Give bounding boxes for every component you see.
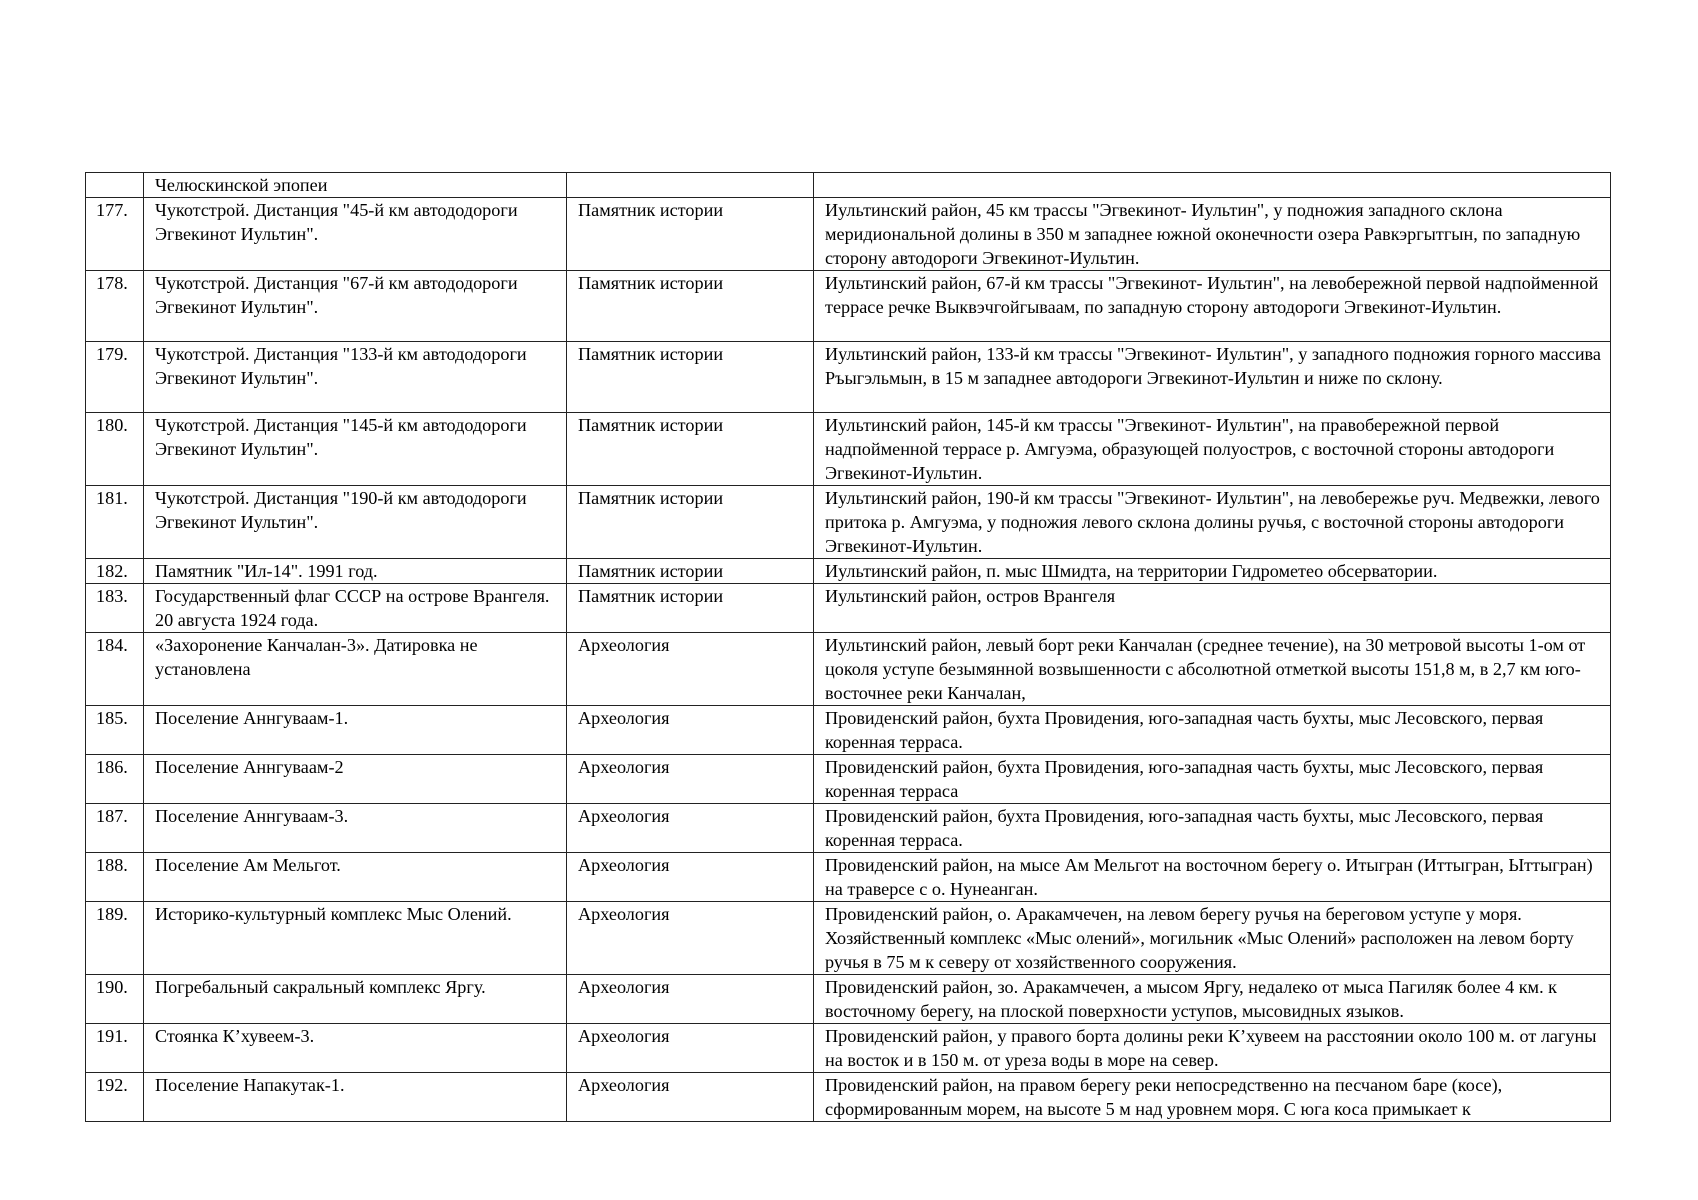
location-cell: Провиденский район, бухта Провидения, юго-западная часть бухты, мыс Лесовского, первая коренная терраса xyxy=(814,755,1611,804)
table-row xyxy=(86,271,1611,342)
table-row xyxy=(86,559,1611,584)
location-cell: Иультинский район, п. мыс Шмидта, на территории Гидрометео обсерватории. xyxy=(814,559,1611,584)
table-body xyxy=(86,173,1611,1122)
row-number-cell: 179. xyxy=(86,342,144,413)
object-name-cell: Чукотстрой. Дистанция "45-й км автододороги Эгвекинот Иультин". xyxy=(144,198,567,271)
object-name-cell: Поселение Аннгуваам-3. xyxy=(144,804,567,853)
row-number-cell: 186. xyxy=(86,755,144,804)
table-row xyxy=(86,584,1611,633)
object-name-cell: «Захоронение Канчалан-3». Датировка не установлена xyxy=(144,633,567,706)
document-page xyxy=(85,172,1610,1122)
location-cell: Иультинский район, 45 км трассы "Эгвекинот- Иультин", у подножия западного склона меридиональной долины в 350 м западнее южной оконечности озера Равкэргытгын, по западную сторону автодороги Эгвекинот-Иультин. xyxy=(814,198,1611,271)
table-row xyxy=(86,804,1611,853)
table-row xyxy=(86,853,1611,902)
category-cell: Археология xyxy=(567,975,814,1024)
table-row xyxy=(86,633,1611,706)
row-number-cell: 185. xyxy=(86,706,144,755)
row-number-cell: 189. xyxy=(86,902,144,975)
row-number-cell: 184. xyxy=(86,633,144,706)
row-number-cell: 183. xyxy=(86,584,144,633)
location-cell: Иультинский район, остров Врангеля xyxy=(814,584,1611,633)
table-row xyxy=(86,755,1611,804)
category-cell: Археология xyxy=(567,902,814,975)
location-cell: Иультинский район, 145-й км трассы "Эгвекинот- Иультин", на правобережной первой надпойменной террасе р. Амгуэма, образующей полуостров, с восточной стороны автодороги Эгвекинот-Иультин. xyxy=(814,413,1611,486)
object-name-cell: Челюскинской эпопеи xyxy=(144,173,567,198)
row-number-cell: 180. xyxy=(86,413,144,486)
category-cell: Археология xyxy=(567,706,814,755)
table-row xyxy=(86,902,1611,975)
object-name-cell: Памятник "Ил-14". 1991 год. xyxy=(144,559,567,584)
row-number-cell: 178. xyxy=(86,271,144,342)
object-name-cell: Поселение Аннгуваам-1. xyxy=(144,706,567,755)
location-cell: Провиденский район, на правом берегу реки непосредственно на песчаном баре (косе), сформированным морем, на высоте 5 м над уровнем моря. С юга коса примыкает к xyxy=(814,1073,1611,1122)
object-name-cell: Поселение Аннгуваам-2 xyxy=(144,755,567,804)
category-cell: Археология xyxy=(567,853,814,902)
category-cell: Археология xyxy=(567,1073,814,1122)
category-cell: Памятник истории xyxy=(567,342,814,413)
row-number-cell: 191. xyxy=(86,1024,144,1073)
location-cell xyxy=(814,173,1611,198)
monuments-table xyxy=(85,172,1611,1122)
location-cell: Иультинский район, 190-й км трассы "Эгвекинот- Иультин", на левобережье руч. Медвежки, левого притока р. Амгуэма, у подножия левого склона долины ручья, с восточной стороны автодороги Эгвекинот-Иультин. xyxy=(814,486,1611,559)
table-row xyxy=(86,975,1611,1024)
table-row-continuation xyxy=(86,173,1611,198)
object-name-cell: Историко-культурный комплекс Мыс Олений. xyxy=(144,902,567,975)
object-name-cell: Стоянка К’хувеем-3. xyxy=(144,1024,567,1073)
location-cell: Иультинский район, 67-й км трассы "Эгвекинот- Иультин", на левобережной первой надпойменной террасе речке Выквэчгойгываам, по западную сторону автодороги Эгвекинот-Иультин. xyxy=(814,271,1611,342)
category-cell: Памятник истории xyxy=(567,271,814,342)
category-cell: Памятник истории xyxy=(567,198,814,271)
object-name-cell: Чукотстрой. Дистанция "145-й км автододороги Эгвекинот Иультин". xyxy=(144,413,567,486)
location-cell: Иультинский район, 133-й км трассы "Эгвекинот- Иультин", у западного подножия горного массива Ръыгэльмын, в 15 м западнее автодороги Эгвекинот-Иультин и ниже по склону. xyxy=(814,342,1611,413)
table-row xyxy=(86,1073,1611,1122)
location-cell: Провиденский район, зо. Аракамчечен, а мысом Яргу, недалеко от мыса Пагиляк более 4 км. к восточному берегу, на плоской поверхности уступов, мысовидных языков. xyxy=(814,975,1611,1024)
category-cell: Археология xyxy=(567,1024,814,1073)
category-cell: Археология xyxy=(567,633,814,706)
row-number-cell: 177. xyxy=(86,198,144,271)
row-number-cell: 181. xyxy=(86,486,144,559)
category-cell: Памятник истории xyxy=(567,559,814,584)
location-cell: Иультинский район, левый борт реки Канчалан (среднее течение), на 30 метровой высоты 1-ом от цоколя уступе безымянной возвышенности с абсолютной отметкой высоты 151,8 м, в 2,7 км юго-восточнее реки Канчалан, xyxy=(814,633,1611,706)
row-number-cell: 188. xyxy=(86,853,144,902)
table-row xyxy=(86,413,1611,486)
location-cell: Провиденский район, бухта Провидения, юго-западная часть бухты, мыс Лесовского, первая коренная терраса. xyxy=(814,706,1611,755)
location-cell: Провиденский район, бухта Провидения, юго-западная часть бухты, мыс Лесовского, первая коренная терраса. xyxy=(814,804,1611,853)
table-row xyxy=(86,342,1611,413)
location-cell: Провиденский район, на мысе Ам Мельгот на восточном берегу о. Итыгран (Иттыгран, Ыттыгран) на траверсе с о. Нунеанган. xyxy=(814,853,1611,902)
table-row xyxy=(86,1024,1611,1073)
row-number-cell xyxy=(86,173,144,198)
row-number-cell: 182. xyxy=(86,559,144,584)
object-name-cell: Поселение Напакутак-1. xyxy=(144,1073,567,1122)
category-cell: Памятник истории xyxy=(567,486,814,559)
category-cell: Археология xyxy=(567,755,814,804)
object-name-cell: Государственный флаг СССР на острове Врангеля. 20 августа 1924 года. xyxy=(144,584,567,633)
table-row xyxy=(86,706,1611,755)
object-name-cell: Чукотстрой. Дистанция "67-й км автододороги Эгвекинот Иультин". xyxy=(144,271,567,342)
location-cell: Провиденский район, у правого борта долины реки К’хувеем на расстоянии около 100 м. от лагуны на восток и в 150 м. от уреза воды в море на север. xyxy=(814,1024,1611,1073)
category-cell: Памятник истории xyxy=(567,584,814,633)
object-name-cell: Чукотстрой. Дистанция "133-й км автододороги Эгвекинот Иультин". xyxy=(144,342,567,413)
table-row xyxy=(86,198,1611,271)
location-cell: Провиденский район, о. Аракамчечен, на левом берегу ручья на береговом уступе у моря. Хозяйственный комплекс «Мыс олений», могильник «Мыс Олений» расположен на левом борту ручья в 75 м к северу от хозяйственного сооружения. xyxy=(814,902,1611,975)
category-cell: Археология xyxy=(567,804,814,853)
object-name-cell: Чукотстрой. Дистанция "190-й км автододороги Эгвекинот Иультин". xyxy=(144,486,567,559)
category-cell xyxy=(567,173,814,198)
table-row xyxy=(86,486,1611,559)
row-number-cell: 190. xyxy=(86,975,144,1024)
row-number-cell: 192. xyxy=(86,1073,144,1122)
row-number-cell: 187. xyxy=(86,804,144,853)
object-name-cell: Погребальный сакральный комплекс Яргу. xyxy=(144,975,567,1024)
category-cell: Памятник истории xyxy=(567,413,814,486)
object-name-cell: Поселение Ам Мельгот. xyxy=(144,853,567,902)
